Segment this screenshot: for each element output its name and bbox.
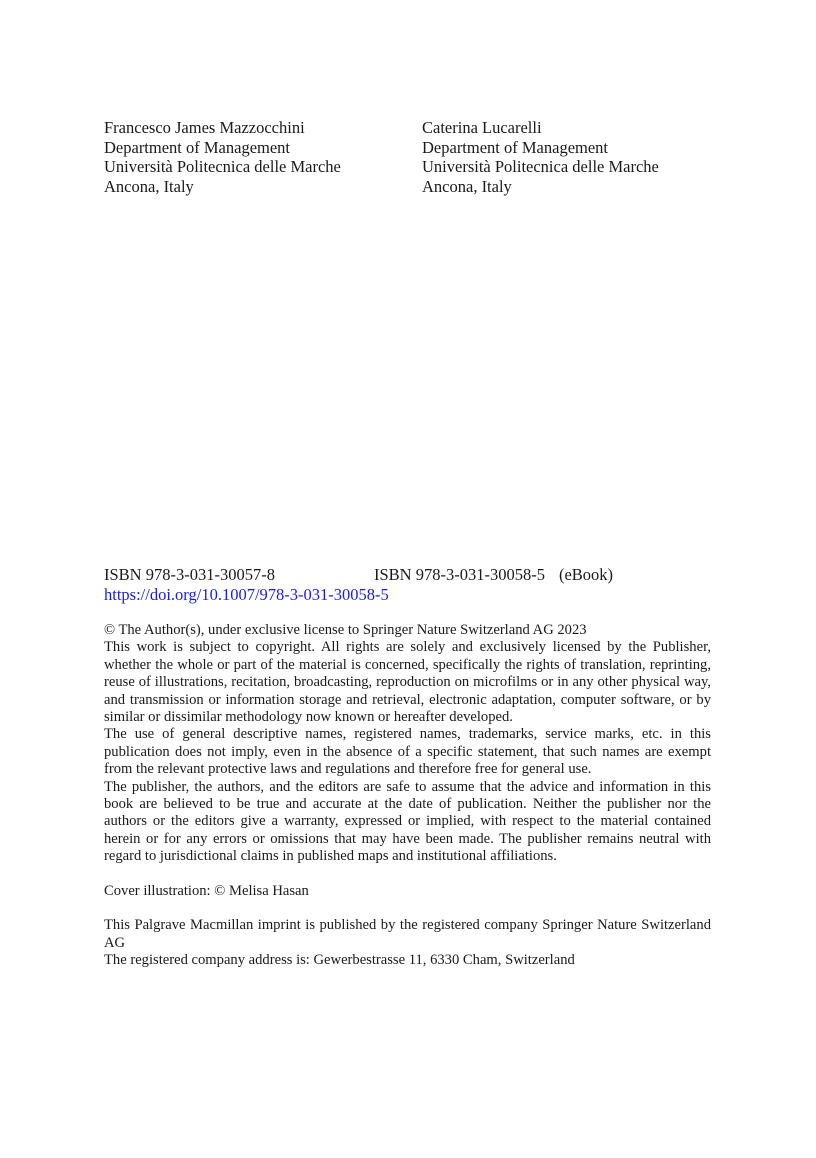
- isbn-ebook-format: (eBook): [558, 565, 614, 584]
- copyright-paragraph-2: The use of general descriptive names, registered names, trademarks, service marks, etc. in this publication does not imply, even in the absence of a specific statement, that such names are exempt from the relevant protective laws and regulations and therefore free for general use.: [104, 726, 711, 778]
- copyright-paragraph-3: The publisher, the authors, and the editors are safe to assume that the advice and information in this book are believed to be true and accurate at the date of publication. Neither the publisher nor the authors or the editors give a warranty, expressed or implied, with respect to the material contained herein or for any errors or omissions that may have been made. The publisher remains neutral with regard to jurisdictional claims in published maps and institutional affiliations.: [104, 778, 711, 865]
- author-department: Department of Management: [104, 137, 291, 157]
- isbn-print: ISBN 978-3-031-30057-8: [104, 565, 275, 584]
- author-name: Francesco James Mazzocchini: [104, 118, 305, 137]
- isbn-ebook-number: ISBN 978-3-031-30058-5: [374, 565, 545, 584]
- cover-illustration-credit: Cover illustration: © Melisa Hasan: [104, 882, 309, 899]
- author-name: Caterina Lucarelli: [422, 118, 542, 137]
- author-location: Ancona, Italy: [422, 176, 512, 196]
- legal-text: [104, 622, 711, 969]
- copyright-notice: © The Author(s), under exclusive license to Springer Nature Switzerland AG 2023: [104, 622, 587, 638]
- isbn-ebook: [374, 565, 613, 585]
- author-location: Ancona, Italy: [104, 176, 194, 196]
- author-university: Università Politecnica delle Marche: [422, 157, 659, 176]
- author-department: Department of Management: [422, 137, 609, 157]
- isbn-block: [104, 565, 724, 604]
- author-block-2: [422, 118, 659, 196]
- author-block-1: [104, 118, 341, 196]
- doi-link[interactable]: https://doi.org/10.1007/978-3-031-30058-5: [104, 584, 389, 604]
- copyright-paragraph-1: This work is subject to copyright. All rights are solely and exclusively licensed by the Publisher, whether the whole or part of the material is concerned, specifically the rights of translation, reprinting, reuse of illustrations, recitation, broadcasting, reproduction on microfilms or in any other physical way, and transmission or information storage and retrieval, electronic adaptation, computer software, or by similar or dissimilar methodology now known or hereafter developed.: [104, 639, 711, 726]
- imprint-statement: This Palgrave Macmillan imprint is published by the registered company Springer Nature Switzerland AG: [104, 917, 711, 951]
- author-university: Università Politecnica delle Marche: [104, 157, 341, 176]
- imprint-address: The registered company address is: Gewerbestrasse 11, 6330 Cham, Switzerland: [104, 951, 575, 968]
- isbn-line: [104, 565, 724, 585]
